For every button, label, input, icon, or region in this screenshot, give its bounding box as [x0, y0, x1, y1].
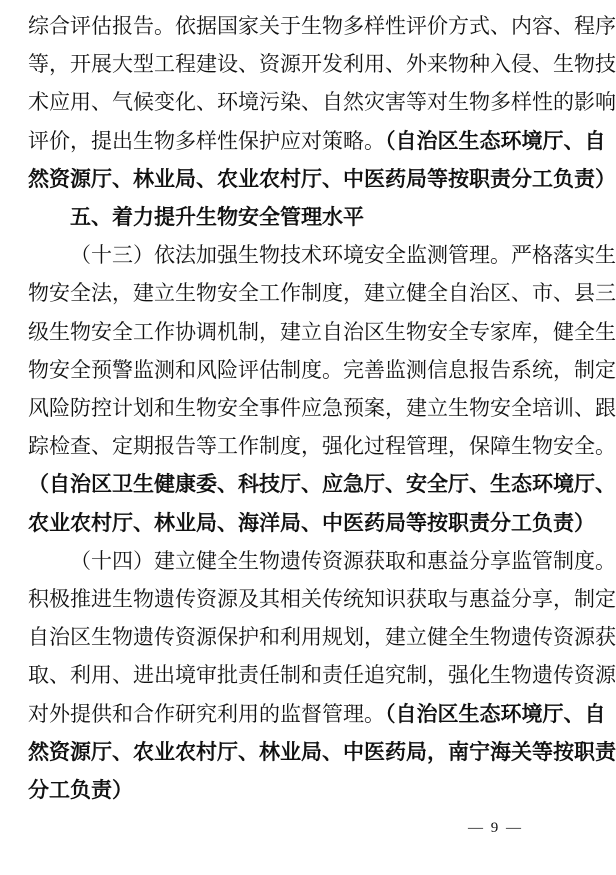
bold-text: 农业农村厅、林业局、海洋局、中医药局等按职责分工负责）	[28, 511, 595, 535]
paragraph-line	[70, 549, 616, 573]
body-text: 风险防控计划和生物安全事件应急预案，建立生物安全培训、跟	[28, 396, 616, 420]
body-text: 术应用、气候变化、环境污染、自然灾害等对生物多样性的影响	[28, 90, 616, 114]
paragraph-line	[28, 587, 616, 611]
responsibility-line	[28, 167, 616, 191]
responsibility-line	[28, 740, 616, 764]
body-text: 积极推进生物遗传资源及其相关传统知识获取与惠益分享，制定	[28, 587, 616, 611]
bold-text: （自治区卫生健康委、科技厅、应急厅、安全厅、生态环境厅、	[28, 472, 616, 496]
paragraph-line	[28, 625, 616, 649]
body-text: 级生物安全工作协调机制，建立自治区生物安全专家库，健全生	[28, 320, 616, 344]
paragraph-line	[28, 434, 616, 458]
paragraph-line	[28, 702, 606, 726]
paragraph-line	[28, 358, 616, 382]
paragraph-line	[28, 129, 606, 153]
paragraph-line	[28, 14, 616, 38]
heading-text: 五、着力提升生物安全管理水平	[70, 205, 364, 229]
bold-text: 然资源厅、农业农村厅、林业局、中医药局，南宁海关等按职责	[28, 740, 616, 764]
body-text: 综合评估报告。依据国家关于生物多样性评价方式、内容、程序	[28, 14, 616, 38]
body-text: （十四）建立健全生物遗传资源获取和惠益分享监管制度。	[70, 549, 616, 573]
body-text: 物安全法，建立生物安全工作制度，建立健全自治区、市、县三	[28, 281, 616, 305]
paragraph-line	[70, 243, 616, 267]
body-text: （十三）依法加强生物技术环境安全监测管理。严格落实生	[70, 243, 616, 267]
responsibility-line	[28, 511, 595, 535]
body-text: 对外提供和合作研究利用的监督管理。	[28, 702, 385, 726]
paragraph-line	[28, 320, 616, 344]
paragraph-line	[28, 90, 616, 114]
page-number: — 9 —	[468, 820, 523, 836]
body-text: 物安全预警监测和风险评估制度。完善监测信息报告系统，制定	[28, 358, 616, 382]
body-text: 等，开展大型工程建设、资源开发利用、外来物种入侵、生物技	[28, 52, 616, 76]
paragraph-line	[28, 281, 616, 305]
responsibility-line	[28, 472, 616, 496]
responsibility-line	[28, 778, 580, 802]
bold-text: 分工负责）	[28, 778, 133, 802]
paragraph-line	[28, 396, 616, 420]
body-text: 取、利用、进出境审批责任制和责任追究制，强化生物遗传资源	[28, 663, 616, 687]
paragraph-line	[28, 52, 616, 76]
section-heading	[70, 205, 580, 229]
bold-text: （自治区生态环境厅、自	[385, 129, 606, 153]
paragraph-line	[28, 663, 616, 687]
bold-text: 然资源厅、林业局、农业农村厅、中医药局等按职责分工负责）	[28, 167, 616, 191]
bold-text: （自治区生态环境厅、自	[385, 702, 606, 726]
body-text: 自治区生物遗传资源保护和利用规划，建立健全生物遗传资源获	[28, 625, 616, 649]
body-text: 踪检查、定期报告等工作制度，强化过程管理，保障生物安全。	[28, 434, 616, 458]
body-text: 评价，提出生物多样性保护应对策略。	[28, 129, 385, 153]
